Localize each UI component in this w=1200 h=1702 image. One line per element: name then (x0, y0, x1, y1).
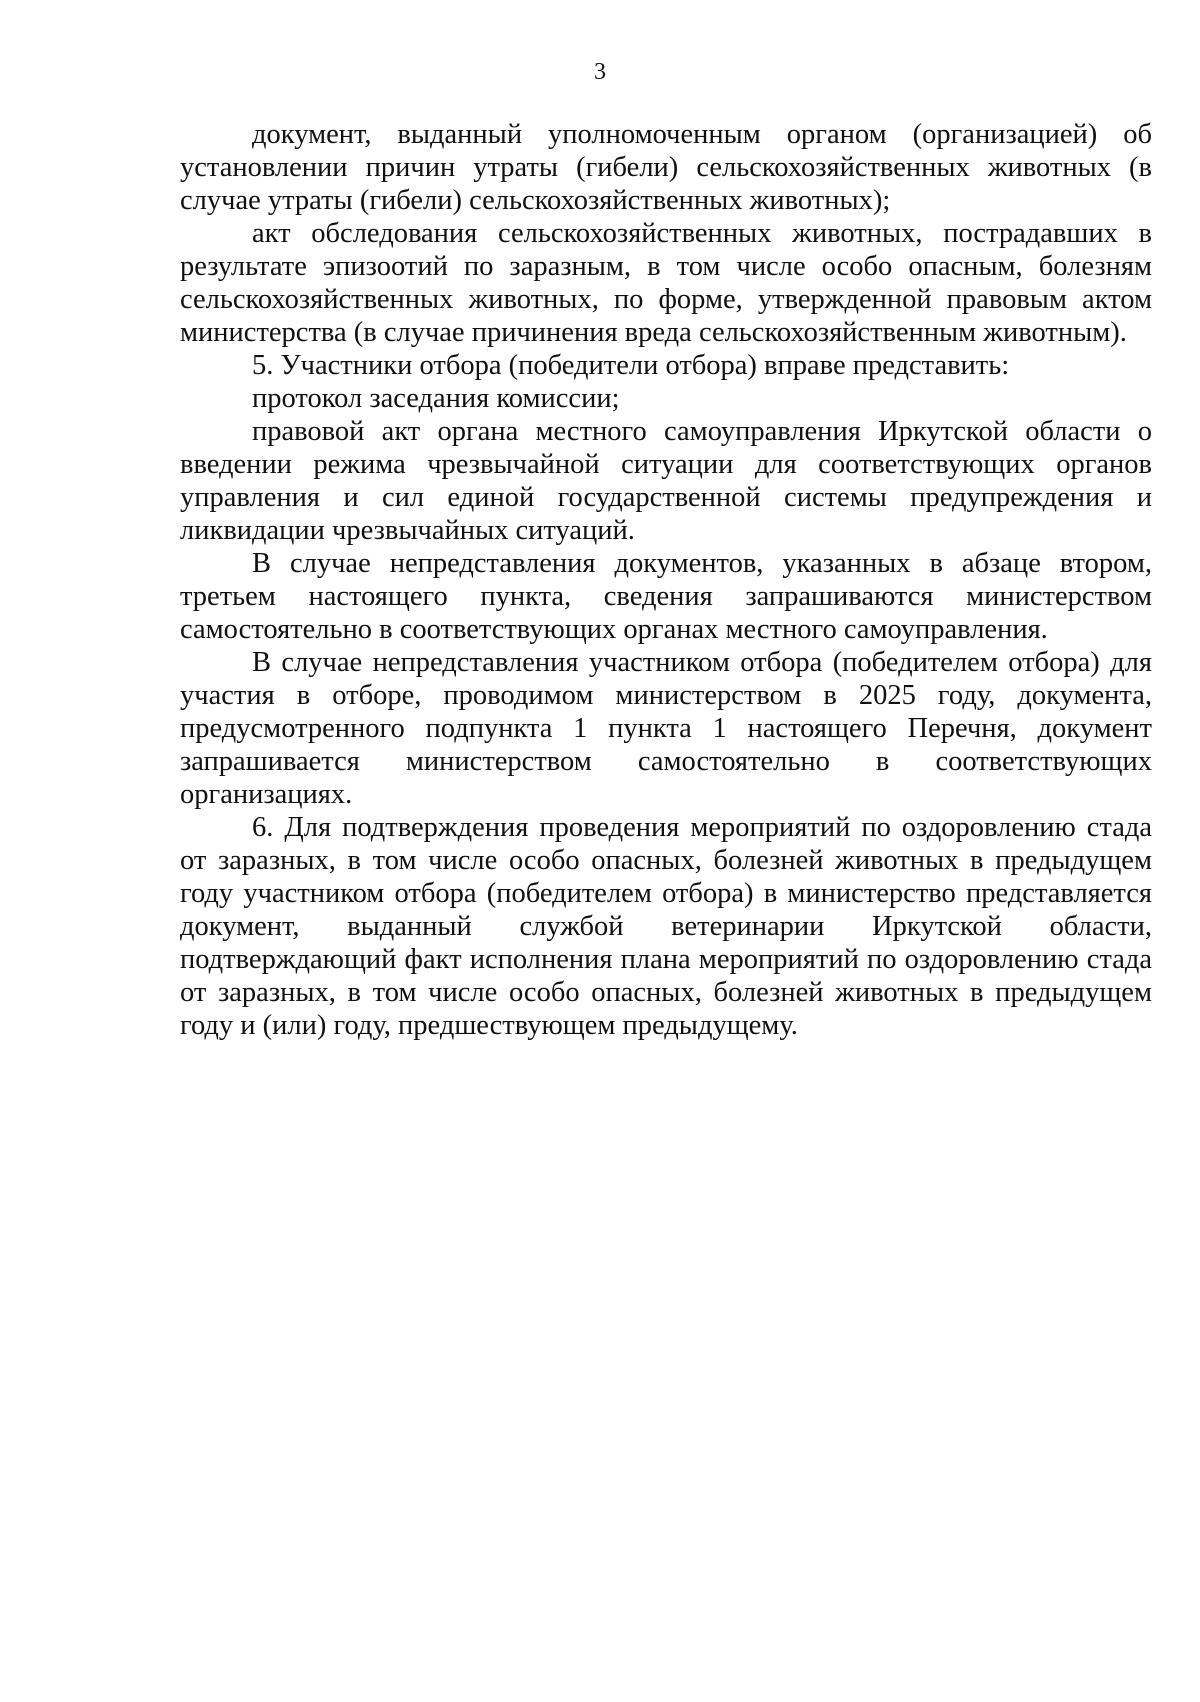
page-number: 3 (594, 59, 606, 85)
paragraph-non-submission-municipal: В случае непредставления документов, указанных в абзаце втором, третьем настоящего пункта, сведения запрашиваются министерством самостоятельно в соответствующих органах местного самоуправления. (180, 548, 1152, 645)
document-body (180, 118, 1152, 1042)
paragraph-doc-loss-cause: документ, выданный уполномоченным органом (организацией) об установлении причин утраты (гибели) сельскохозяйственных животных (в случае утраты (гибели) сельскохозяйственных животных); (180, 119, 1152, 216)
paragraph-item-6-veterinary: 6. Для подтверждения проведения мероприятий по оздоровлению стада от заразных, в том числе особо опасных, болезней животных в предыдущем году участником отбора (победителем отбора) в министерство представляется документ, выданный службой ветеринарии Иркутской области, подтверждающий факт исполнения плана мероприятий по оздоровлению стада от заразных, в том числе особо опасных, болезней животных в предыдущем году и (или) году, предшествующем предыдущему. (180, 812, 1152, 1041)
paragraph-item-5-heading: 5. Участники отбора (победители отбора) вправе представить: (252, 350, 1010, 381)
paragraph-commission-protocol: протокол заседания комиссии; (252, 383, 620, 414)
paragraph-emergency-regime-act: правовой акт органа местного самоуправления Иркутской области о введении режима чрезвычайной ситуации для соответствующих органов управления и сил единой государственной системы предупреждения и ликвидации чрезвычайных ситуаций. (180, 416, 1152, 546)
paragraph-non-submission-2025: В случае непредставления участником отбора (победителем отбора) для участия в отборе, проводимом министерством в 2025 году, документа, предусмотренного подпункта 1 пункта 1 настоящего Перечня, документ запрашивается министерством самостоятельно в соответствующих организациях. (180, 647, 1152, 810)
paragraph-inspection-act: акт обследования сельскохозяйственных животных, пострадавших в результате эпизоотий по заразным, в том числе особо опасным, болезням сельскохозяйственных животных, по форме, утвержденной правовым актом министерства (в случае причинения вреда сельскохозяйственным животным). (180, 218, 1152, 348)
